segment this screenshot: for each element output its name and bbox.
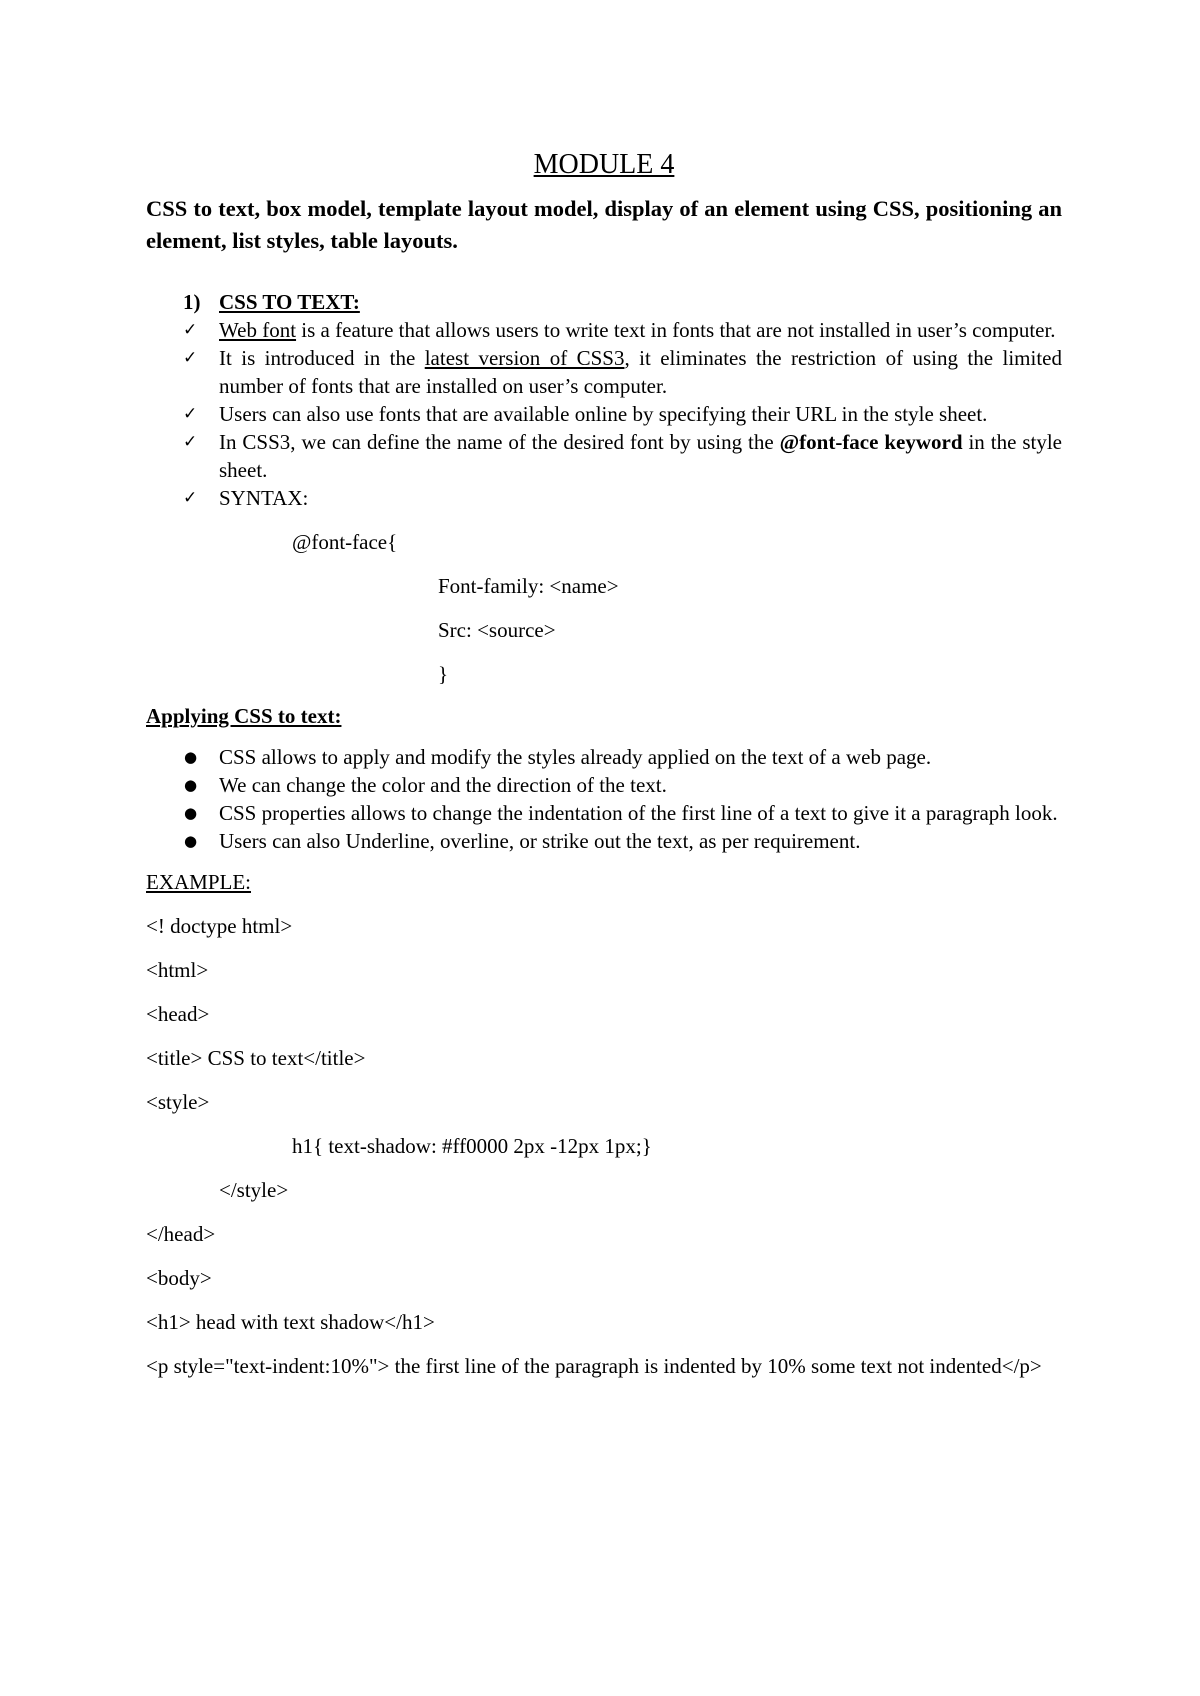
item-underlined-text: latest version of CSS3 — [424, 346, 625, 370]
applying-css-heading: Applying CSS to text: — [146, 704, 342, 728]
item-text: is a feature that allows users to write text in fonts that are not installed in user’s computer. — [296, 318, 1056, 342]
example-code-line: <head> — [146, 1002, 210, 1026]
module-subtitle: CSS to text, box model, template layout model, display of an element using CSS, positioning an element, list styles, table layouts. — [146, 196, 1062, 253]
list-item — [146, 771, 1062, 799]
example-code-line: <! doctype html> — [146, 914, 293, 938]
example-code-line: </style> — [219, 1178, 289, 1202]
item-text: SYNTAX: — [219, 486, 309, 510]
bullet-dot-icon: ● — [184, 748, 198, 766]
example-code-line: <style> — [146, 1090, 210, 1114]
list-item — [146, 316, 1062, 344]
bullet-dot-icon: ● — [184, 776, 198, 794]
page-title: MODULE 4 — [533, 149, 675, 180]
list-item — [146, 400, 1062, 428]
bullet-dot-icon: ● — [184, 832, 198, 850]
list-item — [146, 827, 1062, 855]
document-content — [146, 145, 1062, 1380]
example-code-line: h1{ text-shadow: #ff0000 2px -12px 1px;} — [292, 1134, 652, 1158]
bullet-dot-icon: ● — [184, 804, 198, 822]
item-bold-text: @font-face keyword — [779, 430, 963, 454]
example-code-line: <title> CSS to text</title> — [146, 1046, 366, 1070]
syntax-block — [146, 528, 1062, 688]
syntax-line: Src: <source> — [438, 618, 556, 642]
section-heading-text: CSS TO TEXT: — [219, 290, 360, 314]
example-heading: EXAMPLE: — [146, 870, 251, 894]
check-mark-icon: ✓ — [183, 404, 198, 424]
section-heading-css-to-text — [146, 288, 1062, 316]
list-item — [146, 344, 1062, 400]
item-text: CSS properties allows to change the indentation of the first line of a text to give it a paragraph look. — [219, 801, 1058, 825]
item-text: , it eliminates the restriction of using the limited number of fonts that are installed on user’s computer. — [219, 346, 1062, 398]
list-item — [146, 743, 1062, 771]
check-mark-icon: ✓ — [183, 432, 198, 452]
section-number: 1) — [183, 290, 201, 314]
item-text: Users can also use fonts that are available online by specifying their URL in the style sheet. — [219, 402, 988, 426]
syntax-line: } — [438, 662, 449, 686]
list-item — [146, 428, 1062, 484]
example-code-line: <p style="text-indent:10%"> the first line of the paragraph is indented by 10% some text not indented</p> — [146, 1354, 1042, 1378]
check-mark-icon: ✓ — [183, 488, 198, 508]
example-code-line: <body> — [146, 1266, 212, 1290]
item-text: CSS allows to apply and modify the styles already applied on the text of a web page. — [219, 745, 932, 769]
example-code-line: <h1> head with text shadow</h1> — [146, 1310, 435, 1334]
syntax-line: Font-family: <name> — [438, 574, 619, 598]
css-to-text-list — [146, 316, 1062, 512]
item-text: We can change the color and the direction of the text. — [219, 773, 667, 797]
list-item — [146, 799, 1062, 827]
item-text: in the style sheet. — [219, 430, 1062, 482]
syntax-line: @font-face{ — [292, 530, 398, 554]
item-text: In CSS3, we can define the name of the desired font by using the — [219, 430, 780, 454]
check-mark-icon: ✓ — [183, 320, 198, 340]
item-underlined-text: Web font — [219, 318, 297, 342]
example-code-line: <html> — [146, 958, 209, 982]
item-text: Users can also Underline, overline, or strike out the text, as per requirement. — [219, 829, 861, 853]
item-text: It is introduced in the — [219, 346, 425, 370]
list-item — [146, 484, 1062, 512]
example-code-line: </head> — [146, 1222, 216, 1246]
applying-css-list — [146, 743, 1062, 855]
check-mark-icon: ✓ — [183, 348, 198, 368]
